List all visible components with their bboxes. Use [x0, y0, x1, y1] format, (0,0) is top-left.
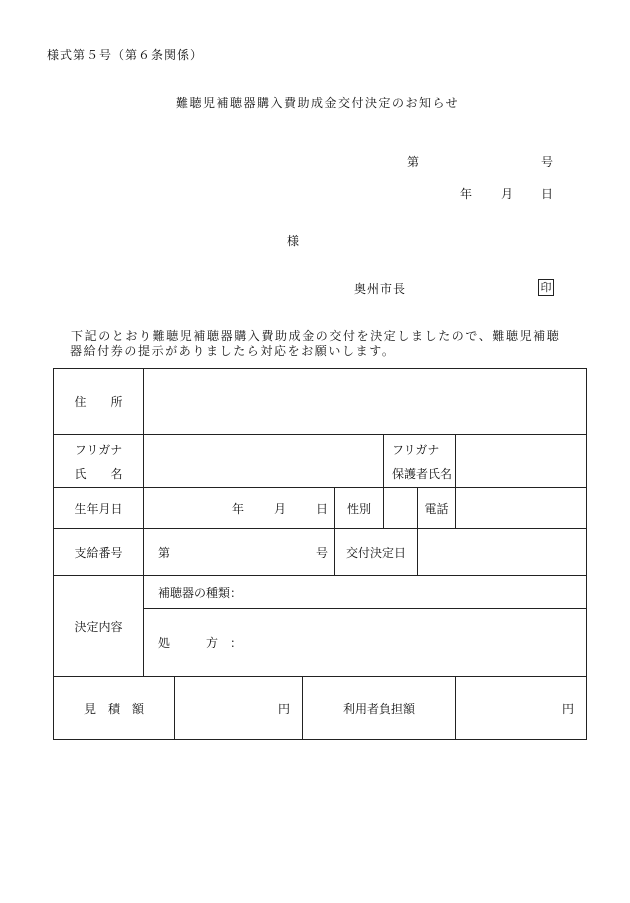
form-number: 様式第５号（第６条関係）	[47, 48, 204, 62]
guardian-label-cell	[384, 435, 456, 488]
issue-date-month: 月	[501, 187, 514, 201]
prescription-field[interactable]	[144, 609, 587, 677]
decision-table	[53, 368, 587, 740]
guardian-furigana-label: フリガナ	[392, 442, 440, 457]
name-field[interactable]	[144, 435, 384, 488]
birth-label: 生年月日	[54, 488, 144, 529]
name-label: 氏 名	[74, 466, 123, 481]
amount-row	[54, 677, 587, 740]
gender-field[interactable]	[384, 488, 418, 529]
supply-number-label: 支給番号	[54, 529, 144, 576]
decision-row-1	[54, 576, 587, 609]
issue-date-year: 年	[460, 187, 473, 201]
device-type-label: 補聴器の種類：	[158, 585, 243, 600]
supply-number-prefix: 第	[158, 545, 171, 560]
phone-field[interactable]	[456, 488, 587, 529]
body-line-1: 下記のとおり難聴児補聴器購入費助成金の交付を決定しましたので、難聴児補聴	[71, 329, 561, 343]
document-title: 難聴児補聴器購入費助成金交付決定のお知らせ	[176, 96, 460, 110]
copay-label: 利用者負担額	[303, 677, 456, 740]
name-row	[54, 435, 587, 488]
birth-day-unit: 日	[315, 501, 328, 516]
estimate-label: 見 積 額	[54, 677, 175, 740]
furigana-label: フリガナ	[74, 442, 123, 457]
prescription-label: 処 方 ：	[158, 636, 243, 650]
decision-date-label: 交付決定日	[335, 529, 418, 576]
issue-date-day: 日	[541, 187, 554, 201]
issue-number-suffix: 号	[541, 155, 554, 169]
issuer-name: 奥州市長	[354, 282, 407, 296]
decision-date-field[interactable]	[418, 529, 587, 576]
supply-number-suffix: 号	[315, 545, 328, 560]
supply-row	[54, 529, 587, 576]
guardian-name-field[interactable]	[456, 435, 587, 488]
copay-yen-unit: 円	[561, 701, 574, 716]
seal-mark: 印	[538, 279, 554, 296]
body-line-2: 器給付券の提示がありましたら対応をお願いします。	[70, 344, 396, 358]
supply-number-field[interactable]	[144, 529, 335, 576]
birth-month-unit: 月	[273, 501, 286, 516]
device-type-field[interactable]	[144, 576, 587, 609]
birth-year-unit: 年	[231, 501, 244, 516]
copay-field[interactable]	[456, 677, 587, 740]
issue-number-prefix: 第	[407, 155, 420, 169]
gender-label: 性別	[335, 488, 384, 529]
address-field[interactable]	[144, 369, 587, 435]
guardian-name-label: 保護者氏名	[392, 466, 453, 481]
address-label: 住 所	[54, 369, 144, 435]
decision-content-label: 決定内容	[54, 576, 144, 677]
name-label-cell	[54, 435, 144, 488]
addressee-honorific: 様	[287, 234, 300, 248]
birth-date-field[interactable]	[144, 488, 335, 529]
estimate-field[interactable]	[175, 677, 303, 740]
address-row	[54, 369, 587, 435]
birth-row	[54, 488, 587, 529]
estimate-yen-unit: 円	[277, 701, 290, 716]
phone-label: 電話	[418, 488, 456, 529]
